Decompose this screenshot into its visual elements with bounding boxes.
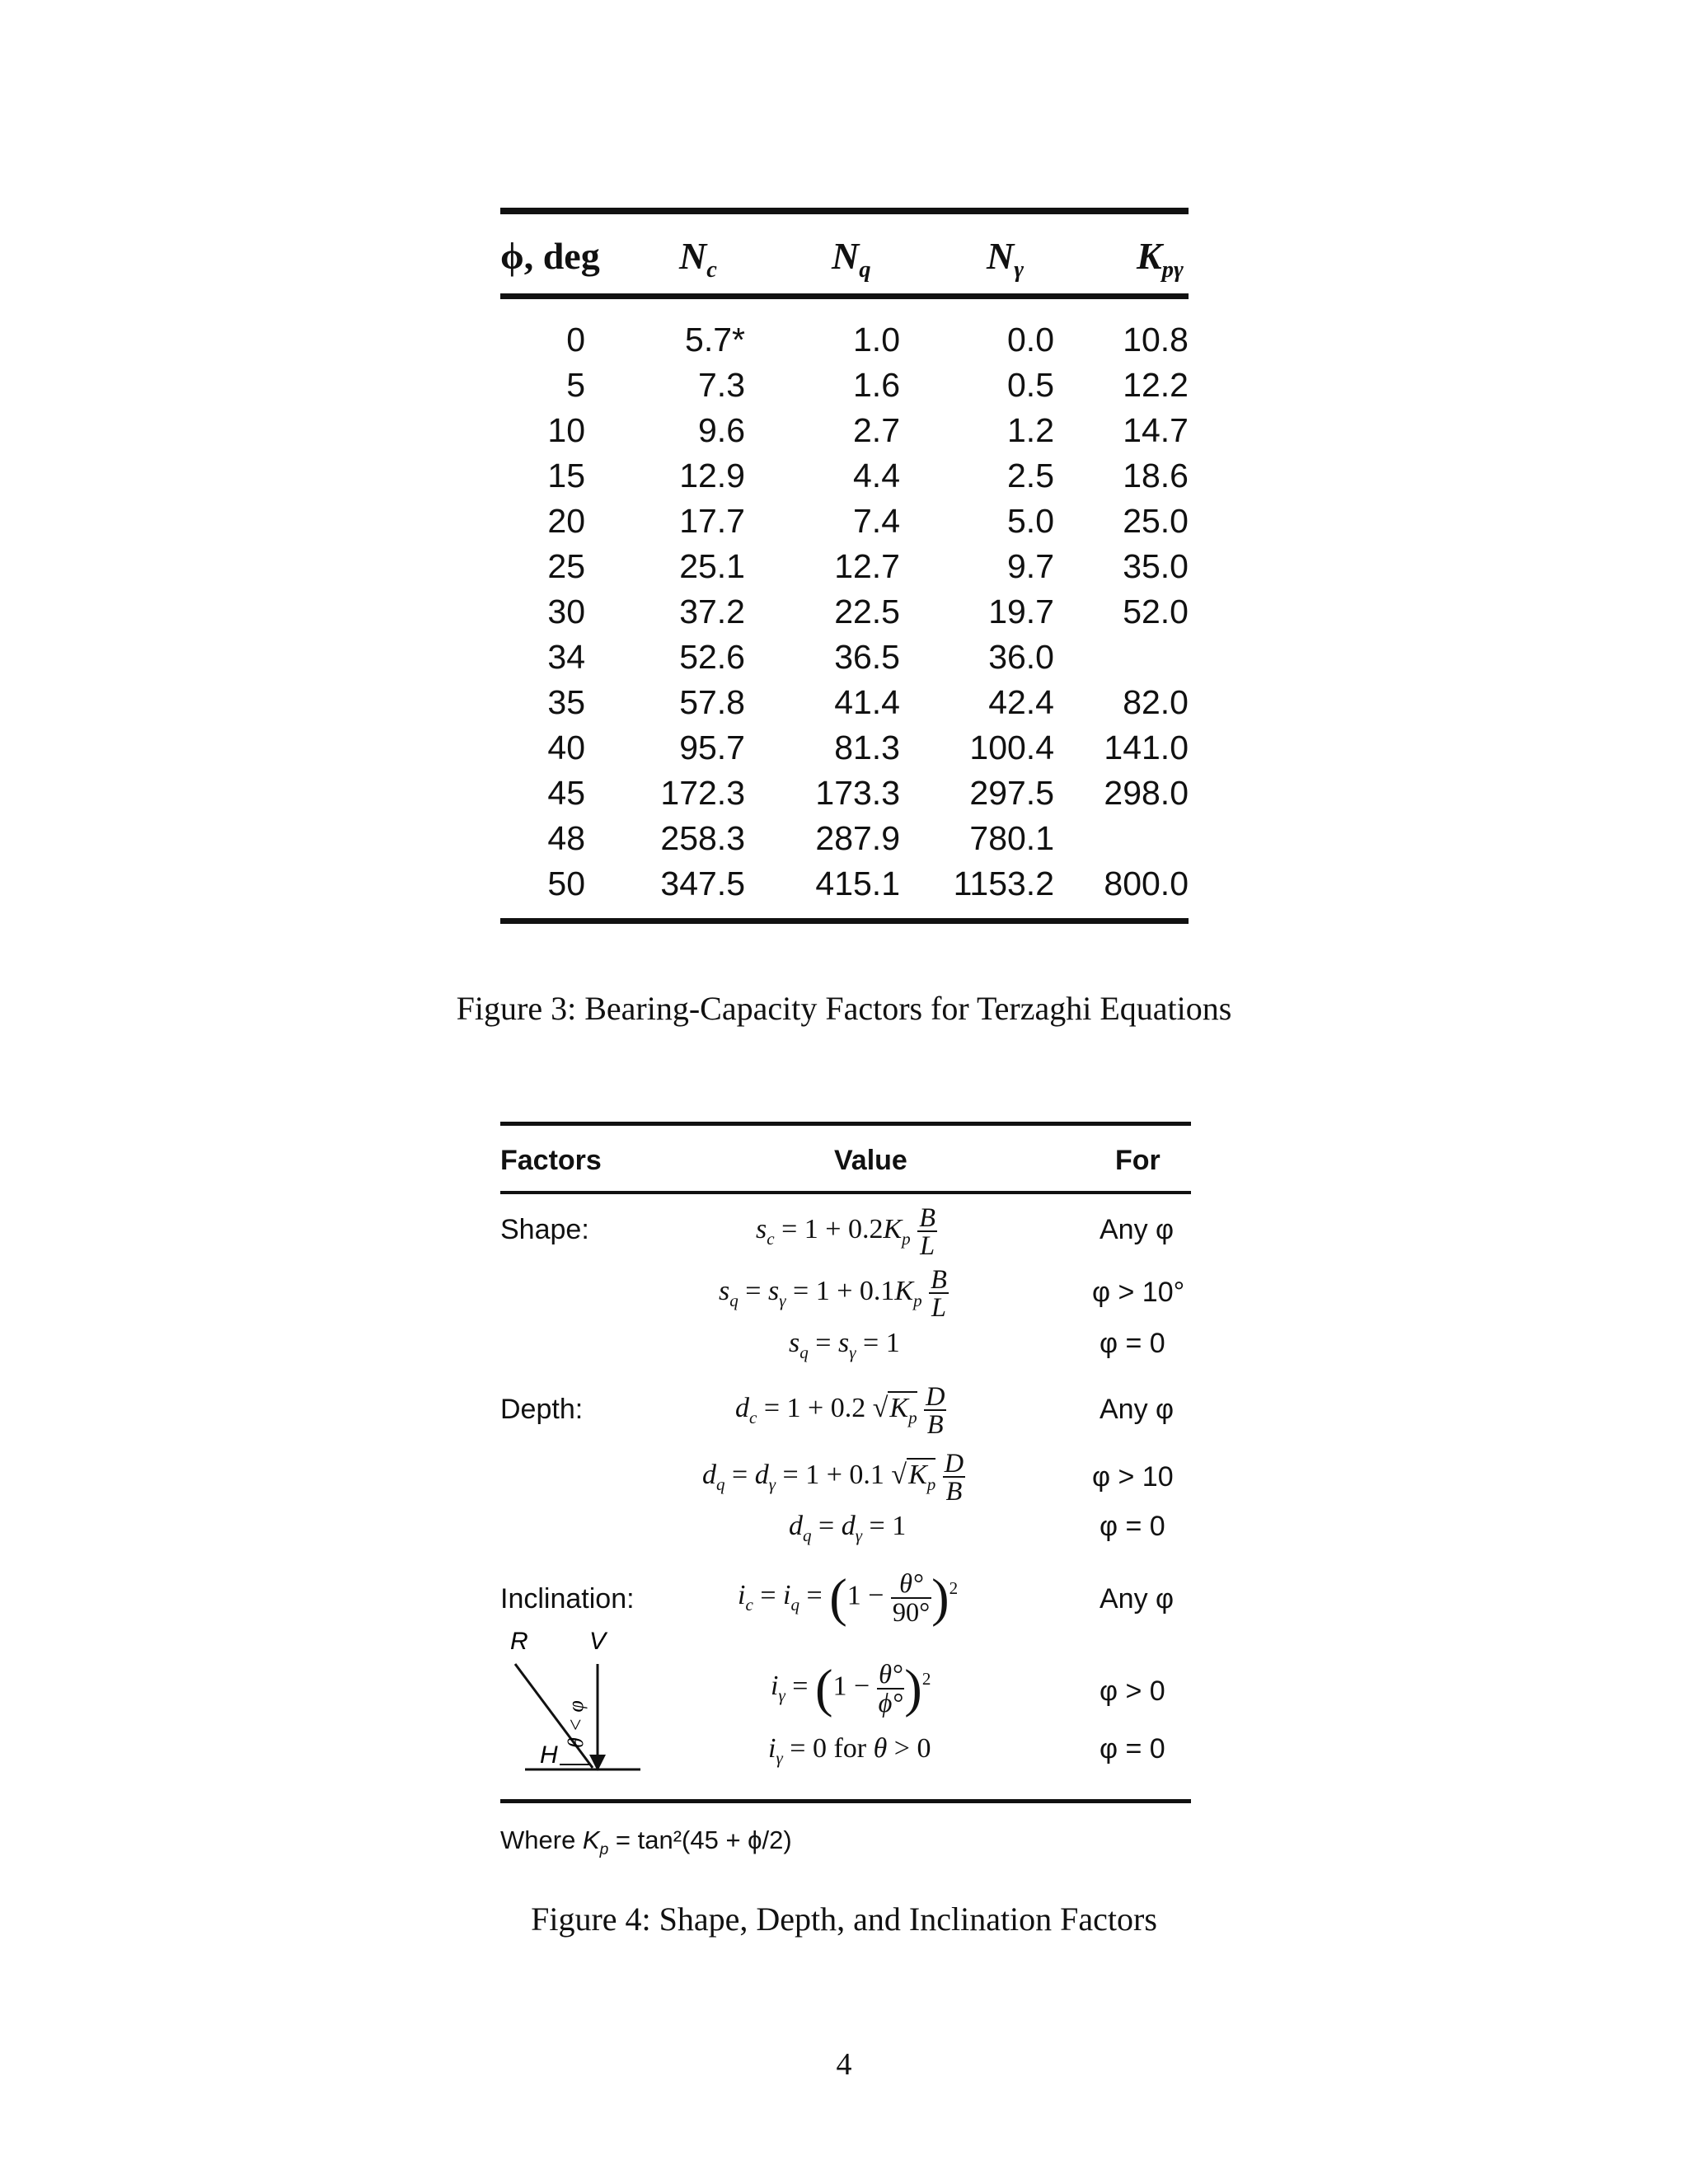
table-cell: 141.0 (1104, 729, 1189, 766)
table-cell: 42.4 (988, 683, 1054, 721)
header-factors: Factors (500, 1145, 602, 1176)
table-cell: 298.0 (1104, 774, 1189, 812)
cond-depth-3: φ = 0 (1100, 1511, 1165, 1542)
table-cell: 0.5 (1007, 366, 1054, 404)
table-cell: 415.1 (815, 865, 900, 902)
table-cell: 0.0 (1007, 321, 1054, 359)
table-bottom-rule (500, 918, 1189, 924)
table-cell: 12.7 (834, 547, 900, 585)
table-cell: 2.7 (853, 411, 900, 449)
eq-shape-sc: $s_c = 1 + 0.2K_p$ $\frac{B}{L}$ (756, 1202, 935, 1261)
eq-incl-igamma: $i_\gamma = (1$ − $\frac{\theta^\circ}{\phi^\circ}$ )$^2$ (771, 1658, 931, 1718)
table-cell: 173.3 (815, 774, 900, 812)
table-cell: 35.0 (1123, 547, 1189, 585)
header-phi: ϕ, deg (500, 235, 600, 277)
table-cell: 25.1 (679, 547, 745, 585)
table-cell: 100.4 (969, 729, 1054, 766)
header-kpgamma: $K_{p\gamma}$ (1137, 235, 1184, 284)
table-cell: 5.7* (685, 321, 745, 359)
table-cell: 82.0 (1123, 683, 1189, 721)
kp-note: Where $K_p = \tan^2(45 + \phi/2)$ (500, 1825, 792, 1859)
table-header-row (500, 214, 1189, 293)
eq-shape-unity: $s_q = s_\gamma = 1$ (789, 1328, 900, 1362)
eq-depth-dq: $d_q = d_\gamma = 1 + 0.1$ $√K_p$ $\frac{D}{B}$ (702, 1448, 964, 1507)
label-v: V (589, 1628, 607, 1655)
table-cell: 95.7 (679, 729, 745, 766)
shape-depth-inclination-table (500, 1122, 1191, 1863)
group-shape-label: Shape: (500, 1214, 589, 1245)
table-cell: 36.0 (988, 638, 1054, 676)
table-cell: 17.7 (679, 502, 745, 540)
table-row (500, 544, 1189, 589)
table-cell: 4.4 (853, 457, 900, 494)
table-cell: 57.8 (679, 683, 745, 721)
table-row (500, 771, 1189, 816)
table-header-rule (500, 1191, 1191, 1194)
cond-shape-3: φ = 0 (1100, 1328, 1165, 1359)
table-cell: 258.3 (660, 819, 745, 857)
cond-incl-3: φ = 0 (1100, 1733, 1165, 1765)
table-cell: 287.9 (815, 819, 900, 857)
table-cell: 15 (547, 457, 585, 494)
table-row (500, 816, 1189, 861)
table-cell: 5.0 (1007, 502, 1054, 540)
table-row (500, 725, 1189, 771)
table-cell: 25.0 (1123, 502, 1189, 540)
table-cell: 30 (547, 593, 585, 630)
table-cell: 10.8 (1123, 321, 1189, 359)
table-cell: 52.0 (1123, 593, 1189, 630)
figure-3-caption: Figure 3: Bearing-Capacity Factors for Terzaghi Equations (456, 990, 1232, 1027)
table-cell: 25 (547, 547, 585, 585)
table-cell: 40 (547, 729, 585, 766)
table-cell: 35 (547, 683, 585, 721)
cond-depth-1: Any φ (1100, 1394, 1175, 1425)
header-value: Value (834, 1145, 907, 1176)
table-cell: 12.2 (1123, 366, 1189, 404)
table-cell: 1153.2 (953, 865, 1054, 902)
table-cell: 48 (547, 819, 585, 857)
group-inclination-label: Inclination: (500, 1583, 635, 1615)
table-row (500, 453, 1189, 499)
force-diagram (500, 1624, 649, 1781)
table-cell: 14.7 (1123, 411, 1189, 449)
table-cell: 347.5 (660, 865, 745, 902)
label-h: H (540, 1741, 558, 1769)
table-cell: 7.3 (698, 366, 745, 404)
table-cell: 9.7 (1007, 547, 1054, 585)
figure-4-caption: Figure 4: Shape, Depth, and Inclination Factors (531, 1900, 1157, 1938)
table-cell: 780.1 (969, 819, 1054, 857)
table-cell: 45 (547, 774, 585, 812)
eq-depth-unity: $d_q = d_\gamma = 1$ (789, 1511, 907, 1545)
table-row (500, 589, 1189, 635)
header-ngamma: $N_\gamma$ (987, 235, 1025, 284)
table-cell: 0 (566, 321, 585, 359)
table-cell: 1.6 (853, 366, 900, 404)
table-cell: 1.2 (1007, 411, 1054, 449)
header-nq: $N_q$ (832, 235, 871, 284)
table-cell: 34 (547, 638, 585, 676)
table-cell: 41.4 (834, 683, 900, 721)
eq-incl-zero: $i_\gamma = 0$ for θ > 0 (768, 1733, 931, 1768)
table-row (500, 635, 1189, 680)
table-cell: 19.7 (988, 593, 1054, 630)
table-row (500, 680, 1189, 725)
table-cell: 7.4 (853, 502, 900, 540)
table-row (500, 317, 1189, 363)
table-row (500, 861, 1189, 907)
table-cell: 52.6 (679, 638, 745, 676)
table-cell: 800.0 (1104, 865, 1189, 902)
table-cell: 10 (547, 411, 585, 449)
table-cell: 18.6 (1123, 457, 1189, 494)
header-for: For (1115, 1145, 1160, 1176)
table-cell: 20 (547, 502, 585, 540)
table-cell: 5 (566, 366, 585, 404)
table-body (500, 299, 1189, 907)
table-cell: 36.5 (834, 638, 900, 676)
cond-shape-2: φ > 10° (1092, 1277, 1185, 1308)
cond-incl-1: Any φ (1100, 1583, 1175, 1615)
eq-depth-dc: $d_c = 1 + 0.2$ $√K_p$ $\frac{D}{B}$ (735, 1381, 945, 1440)
table-bottom-rule (500, 1799, 1191, 1803)
table-cell: 37.2 (679, 593, 745, 630)
table-cell: 297.5 (969, 774, 1054, 812)
cond-depth-2: φ > 10 (1092, 1461, 1174, 1493)
table-top-rule (500, 1122, 1191, 1126)
table-cell: 172.3 (660, 774, 745, 812)
label-r: R (510, 1628, 528, 1655)
table-top-rule (500, 208, 1189, 214)
eq-incl-ic: $i_c = i_q = (1$ − $\frac{\theta^\circ}{90^\circ}$ )$^2$ (738, 1568, 959, 1627)
table-cell: 2.5 (1007, 457, 1054, 494)
header-nc: $N_c$ (679, 235, 717, 284)
table-cell: 81.3 (834, 729, 900, 766)
table-row (500, 499, 1189, 544)
eq-shape-sq: $s_q = s_\gamma = 1 + 0.1K_p$ $\frac{B}{L}$ (719, 1264, 947, 1323)
label-angle: θ < φ (564, 1700, 588, 1748)
table-row (500, 363, 1189, 408)
table-cell: 9.6 (698, 411, 745, 449)
table-cell: 12.9 (679, 457, 745, 494)
table-cell: 1.0 (853, 321, 900, 359)
table-row (500, 408, 1189, 453)
bearing-capacity-table (500, 208, 1189, 924)
cond-incl-2: φ > 0 (1100, 1675, 1165, 1707)
table-header-rule (500, 293, 1189, 299)
group-depth-label: Depth: (500, 1394, 584, 1425)
page-number: 4 (836, 2047, 852, 2082)
table-cell: 50 (547, 865, 585, 902)
table-cell: 22.5 (834, 593, 900, 630)
cond-shape-1: Any φ (1100, 1214, 1175, 1245)
